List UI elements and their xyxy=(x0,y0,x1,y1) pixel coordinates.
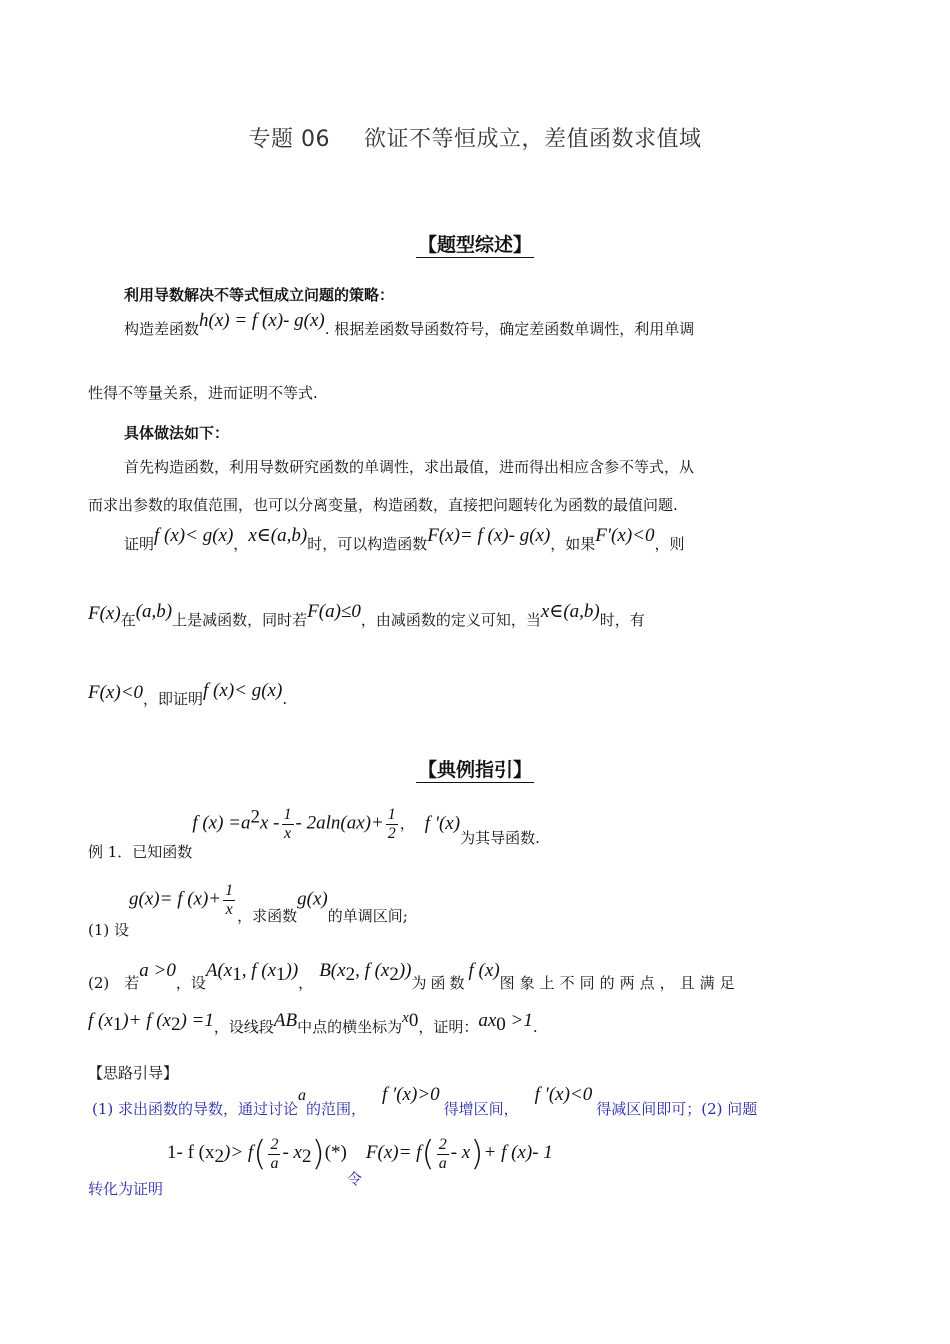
hint-line-1: (1) 求出函数的导数，通过讨论a的范围，f ′(x)>0得增区间，f ′(x)<0得减区间即可；(2) 问题 xyxy=(92,1084,758,1118)
section-heading-overview: 【题型综述】 xyxy=(417,234,532,256)
question-2-line-2: f $(x_1)+ f$ $(x_2) =1$，设线段AB中点的横坐标为$x_0$，证明：$ax_0 >1$. xyxy=(88,1010,538,1036)
paragraph-1-line-1: 构造差函数h(x) = f (x)- g(x). 根据差函数导函数符号，确定差函数单调性，利用单调 xyxy=(124,310,695,338)
hint-line-2: 转化为证明1- f $(x_2)> f$( $\frac{2}{a}$ - $x_2)(*)$令F(x)= f( $\frac{2}{a}$ - x)+ f (x)- 1 xyxy=(88,1134,553,1198)
title-prefix: 专题 06 xyxy=(248,127,330,152)
question-2-line-1: (2) 若a >0，设$A(x_1$, f $(x_1)$)，$B(x_2$, f $(x_2)$)为函数f (x)图象上不同的两点，且满足 xyxy=(88,960,740,992)
paragraph-2-line-2: 而求出参数的取值范围，也可以分离变量，构造函数，直接把问题转化为函数的最值问题. xyxy=(88,496,678,514)
paragraph-3-line-3: F(x)<0，即证明f (x)< g(x). xyxy=(88,680,288,708)
question-1: (1) 设g(x)= f (x)+ $\frac{1}{x}$ ，求函数g(x)的单调区间; xyxy=(88,882,408,939)
section-heading-examples: 【典例指引】 xyxy=(417,759,532,781)
paragraph-2-line-1: 首先构造函数，利用导数研究函数的单调性，求出最值，进而得出相应含参不等式，从 xyxy=(124,458,695,476)
paragraph-3-line-1: 证明f (x)< g(x)，x∈(a,b)时，可以构造函数F(x)= f (x)- g(x)，如果F′(x)<0，则 xyxy=(124,525,685,553)
example-1-statement: 例 1．已知函数f $(x) =a^2x$ - $\frac{1}{x}$ - 2aln(ax)+ $\frac{1}{2}$ ， f ′(x)为其导函数. xyxy=(88,806,540,861)
paragraph-1-line-2: 性得不等量关系，进而证明不等式. xyxy=(88,384,318,402)
hint-label: 【思路引导】 xyxy=(88,1064,179,1082)
page-title xyxy=(0,122,950,153)
method-heading: 具体做法如下： xyxy=(124,424,230,442)
title-text: 欲证不等恒成立，差值函数求值域 xyxy=(363,127,702,152)
strategy-heading: 利用导数解决不等式恒成立问题的策略： xyxy=(124,286,395,304)
paragraph-3-line-2: F(x)在(a,b)上是减函数，同时若F(a)≤0，由减函数的定义可知，当x∈(a,b)时，有 xyxy=(88,601,645,629)
